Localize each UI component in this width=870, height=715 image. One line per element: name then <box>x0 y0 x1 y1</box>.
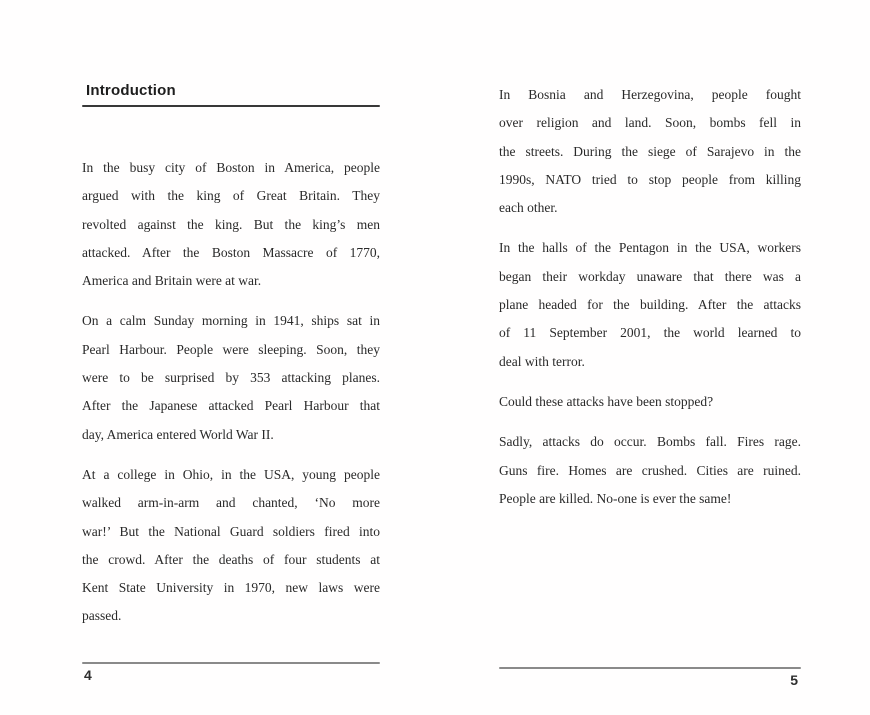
page-right-body <box>499 81 801 525</box>
text-line: People are killed. No-one is ever the same! <box>499 490 732 506</box>
text-line: Pearl Harbour. People were sleeping. Soon, they <box>82 341 380 357</box>
paragraph <box>499 234 801 375</box>
page-left-footer <box>82 662 380 683</box>
text-line: the crowd. After the deaths of four students at <box>82 551 380 567</box>
page-right-footer-rule <box>499 667 801 669</box>
page-right <box>499 0 801 715</box>
chapter-title-rule <box>82 105 380 107</box>
page-left-footer-rule <box>82 662 380 664</box>
text-line: of 11 September 2001, the world learned to <box>499 325 801 341</box>
page-number-right: 5 <box>790 672 798 688</box>
text-line: the streets. During the siege of Sarajevo in the <box>499 143 801 159</box>
text-line: Kent State University in 1970, new laws were <box>82 580 380 596</box>
text-line: Could these attacks have been stopped? <box>499 393 714 409</box>
page-right-footer <box>499 667 801 688</box>
text-line: over religion and land. Soon, bombs fell in <box>499 115 801 131</box>
text-line: In the halls of the Pentagon in the USA, workers <box>499 240 801 256</box>
page-number-left: 4 <box>84 667 92 683</box>
paragraph <box>499 428 801 513</box>
text-line: plane headed for the building. After the attacks <box>499 297 801 313</box>
text-line: In the busy city of Boston in America, people <box>82 160 380 175</box>
paragraph <box>82 307 380 448</box>
text-line: attacked. After the Boston Massacre of 1770, <box>82 244 380 260</box>
text-line: On a calm Sunday morning in 1941, ships sat in <box>82 313 380 329</box>
text-line: At a college in Ohio, in the USA, young people <box>82 466 380 482</box>
page-left-body <box>82 154 380 643</box>
text-line: America and Britain were at war. <box>82 273 262 289</box>
text-line: were to be surprised by 353 attacking planes. <box>82 370 380 386</box>
text-line: revolted against the king. But the king’s men <box>82 216 380 232</box>
text-line: war!’ But the National Guard soldiers fired into <box>82 523 380 539</box>
text-line: 1990s, NATO tried to stop people from killing <box>499 171 801 187</box>
text-line: day, America entered World War II. <box>82 426 274 442</box>
text-line: Sadly, attacks do occur. Bombs fall. Fires rage. <box>499 434 801 450</box>
paragraph <box>499 388 801 416</box>
chapter-title: Introduction <box>86 82 176 99</box>
chapter-header <box>82 83 380 107</box>
text-line: began their workday unaware that there was a <box>499 268 801 284</box>
text-line: deal with terror. <box>499 353 585 369</box>
text-line: argued with the king of Great Britain. They <box>82 188 380 204</box>
text-line: After the Japanese attacked Pearl Harbour that <box>82 398 380 414</box>
text-line: Guns fire. Homes are crushed. Cities are ruined. <box>499 462 801 478</box>
page-left <box>82 0 380 715</box>
text-line: walked arm-in-arm and chanted, ‘No more <box>82 495 380 511</box>
text-line: In Bosnia and Herzegovina, people fought <box>499 87 801 102</box>
text-line: each other. <box>499 200 558 216</box>
paragraph <box>82 461 380 631</box>
paragraph <box>499 81 801 222</box>
paragraph <box>82 154 380 295</box>
text-line: passed. <box>82 608 122 624</box>
